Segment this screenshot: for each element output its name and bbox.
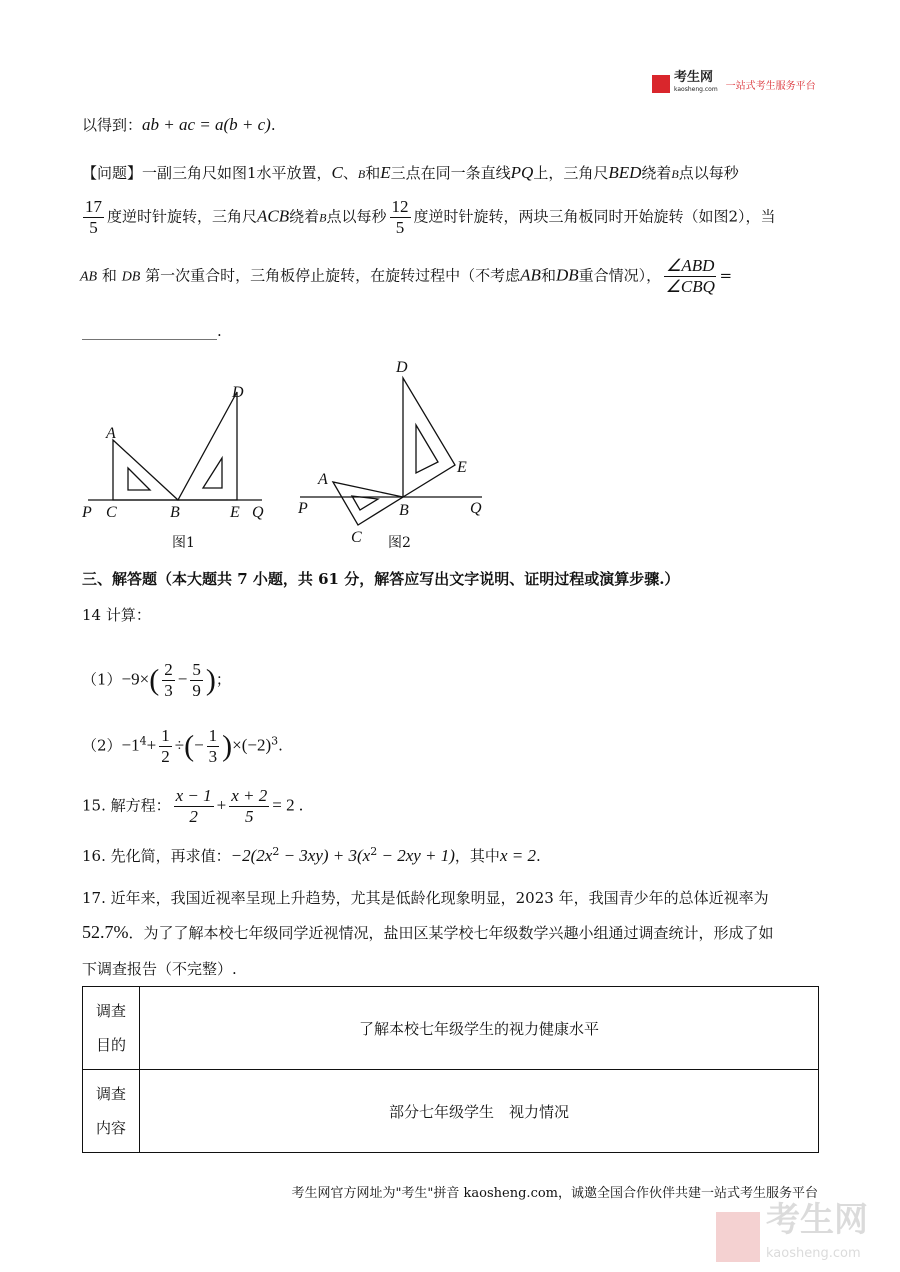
t: 重合情况）， — [578, 266, 662, 285]
t: B — [357, 167, 366, 181]
figure-1 — [88, 392, 262, 500]
t: 点以每秒 — [678, 164, 739, 182]
label-d: D — [396, 359, 408, 376]
label-p: P — [82, 504, 92, 521]
t: 上，三角尺 — [533, 164, 609, 182]
t: −1 — [121, 735, 140, 755]
header-logo — [652, 72, 816, 96]
figure-2 — [300, 378, 482, 525]
t: . — [535, 847, 541, 865]
t: ，其中 — [454, 847, 500, 865]
intro-line — [82, 114, 276, 135]
triangle-acb-inner — [352, 496, 378, 510]
t: （1） — [82, 670, 122, 689]
row-content: 部分七年级学生 视力情况 — [140, 1070, 819, 1153]
logo-slogan: 一站式考生服务平台 — [725, 80, 816, 92]
q14-part-1: （1）−9×( $\frac{2}{3}$ − $\frac{5}{9}$ )； — [82, 660, 231, 700]
t: DB — [555, 265, 579, 285]
t: 第一次重合时，三角板停止旋转，在旋转过程中（不考虑 — [145, 266, 521, 285]
label-d: D — [232, 384, 244, 401]
t: 5 — [395, 218, 405, 237]
t: 5 — [245, 807, 254, 826]
row-header — [83, 1070, 140, 1153]
t: − 2xy + 1) — [377, 846, 455, 865]
label-c: C — [106, 504, 117, 521]
t: B — [671, 167, 679, 181]
t: 2 — [370, 845, 378, 858]
t: 9 — [192, 681, 201, 700]
footer-text: 考生网官方网址为"考生"拼音 kaosheng.com，诚邀全国合作伙伴共建一站式考生服务平台 — [291, 1186, 818, 1201]
logo-mark-icon — [652, 75, 670, 93]
fraction — [159, 726, 172, 767]
t: 1 — [161, 726, 170, 745]
t: 16. 先化简，再求值： — [82, 847, 231, 865]
t: −9× — [121, 669, 150, 689]
problem-line-3 — [80, 256, 732, 297]
table-row — [83, 1070, 819, 1153]
row-content: 了解本校七年级学生的视力健康水平 — [140, 987, 819, 1070]
t: 考生网 — [766, 1200, 868, 1240]
label-c: C — [351, 529, 362, 546]
t: ×(−2) — [232, 735, 272, 755]
t: 2 — [164, 660, 173, 679]
label-q: Q — [252, 504, 264, 521]
t: = 2 . — [272, 795, 304, 815]
t: 调查 — [95, 1002, 126, 1020]
row-header — [83, 987, 140, 1070]
triangle-bed-inner — [203, 458, 222, 488]
t: 4 — [139, 734, 147, 748]
t: AB — [520, 265, 541, 285]
t: B — [319, 210, 327, 225]
answer-blank: __________________. — [82, 322, 222, 340]
label-e: E — [457, 459, 467, 476]
q17-line-1: 17. 近年来，我国近视率呈现上升趋势，尤其是低龄化现象明显，2023 年，我国青少年的总体近视率为 — [82, 889, 769, 907]
triangle-bed — [178, 392, 237, 500]
t: 1 — [208, 726, 218, 745]
q14-part-2: $(2)-1^4+$ $\frac{1}{2}$ ÷(− $\frac{1}{3}$ )$\times(-2)^3$. — [82, 726, 283, 766]
triangle-bed — [403, 378, 455, 497]
t: kaosheng.com — [766, 1246, 861, 1261]
triangle-acb — [113, 440, 178, 500]
t: 17 — [85, 197, 102, 216]
label-p: P — [298, 500, 308, 517]
t: x + 2 — [231, 786, 268, 805]
label-a: A — [106, 425, 116, 442]
t: ∠ABD — [666, 256, 715, 275]
t: 和 — [365, 164, 381, 182]
t: 5 — [192, 660, 201, 679]
t: DB — [121, 269, 141, 285]
t: 5 — [89, 218, 98, 237]
t: 52.7% — [82, 922, 129, 942]
figure-1-caption: 图1 — [172, 535, 195, 551]
t: − — [177, 669, 188, 689]
t: − — [194, 735, 204, 755]
t: ； — [215, 670, 231, 689]
t: −2(2x — [230, 846, 273, 865]
t: 内容 — [95, 1119, 126, 1137]
t: 绕着 — [641, 164, 672, 182]
q16 — [82, 845, 541, 866]
t: AB — [80, 269, 98, 285]
fraction — [83, 197, 104, 238]
t: 目的 — [95, 1036, 126, 1054]
watermark-logo-icon — [716, 1212, 760, 1262]
t: E — [380, 163, 391, 182]
intro-end: . — [270, 116, 276, 134]
t: 点以每秒 — [326, 207, 387, 226]
t: x = 2 — [499, 846, 536, 865]
t: − 3xy) + 3(x — [279, 846, 371, 865]
fraction — [664, 256, 716, 297]
t: . — [278, 736, 283, 755]
t: 绕着 — [289, 207, 320, 226]
figures — [0, 350, 520, 560]
t: 度逆时针旋转，三角尺 — [107, 207, 258, 226]
t: ．为了了解本校七年级同学近视情况，盐田区某学校七年级数学兴趣小组通过调查统计，形成了如 — [128, 924, 774, 942]
t: 、 — [342, 164, 358, 182]
intro-formula: ab + ac = a(b + c) — [142, 115, 271, 134]
t: 3 — [164, 681, 173, 700]
t: ÷ — [174, 735, 185, 755]
t: 15. 解方程： — [82, 796, 171, 815]
t: （2） — [82, 736, 122, 755]
t: PQ — [510, 163, 534, 182]
t: x − 1 — [175, 786, 212, 805]
t: 2 — [161, 747, 170, 766]
triangle-acb — [333, 482, 403, 525]
fraction — [229, 786, 269, 827]
label-b: B — [399, 502, 409, 519]
q15 — [82, 786, 303, 827]
t: = — [719, 266, 733, 285]
t: 2 — [272, 845, 280, 858]
fraction — [207, 726, 220, 767]
survey-table — [82, 986, 819, 1153]
label-q: Q — [470, 500, 482, 517]
q14-title: 14 计算： — [82, 606, 151, 624]
watermark — [716, 1200, 868, 1271]
q17-line-2 — [82, 922, 774, 943]
q17-line-3: 下调查报告（不完整）. — [82, 960, 237, 978]
t: 【问题】一副三角尺如图1水平放置， — [82, 164, 332, 182]
fraction — [190, 660, 203, 701]
problem-line-1 — [82, 162, 739, 183]
label-b: B — [170, 504, 180, 521]
logo-domain: kaosheng.com — [674, 86, 718, 93]
fraction — [174, 786, 214, 827]
t: BED — [608, 163, 642, 182]
figure-2-caption: 图2 — [388, 535, 411, 551]
t: 调查 — [95, 1085, 126, 1103]
t: 和 — [540, 266, 556, 285]
t: 3 — [208, 747, 218, 766]
t: 3 — [271, 734, 279, 748]
t: 2 — [189, 807, 198, 826]
problem-line-2 — [80, 197, 776, 238]
label-e: E — [230, 504, 240, 521]
t: 和 — [101, 266, 117, 285]
t: 12 — [391, 197, 409, 216]
t: ACB — [257, 206, 290, 226]
fraction — [390, 197, 411, 238]
t: + — [146, 735, 157, 755]
t: C — [331, 163, 343, 182]
section-3-title: 三、解答题（本大题共 7 小题，共 61 分，解答应写出文字说明、证明过程或演算步骤.） — [82, 570, 680, 588]
logo-name: 考生网 — [674, 70, 714, 85]
t: + — [216, 795, 227, 815]
intro-text: 以得到： — [82, 116, 143, 134]
t: 三点在同一条直线 — [390, 164, 511, 182]
fraction — [162, 660, 175, 701]
t: ∠CBQ — [665, 277, 715, 296]
label-a: A — [318, 471, 328, 488]
table-row — [83, 987, 819, 1070]
t: 度逆时针旋转，两块三角板同时开始旋转（如图2），当 — [413, 207, 776, 226]
